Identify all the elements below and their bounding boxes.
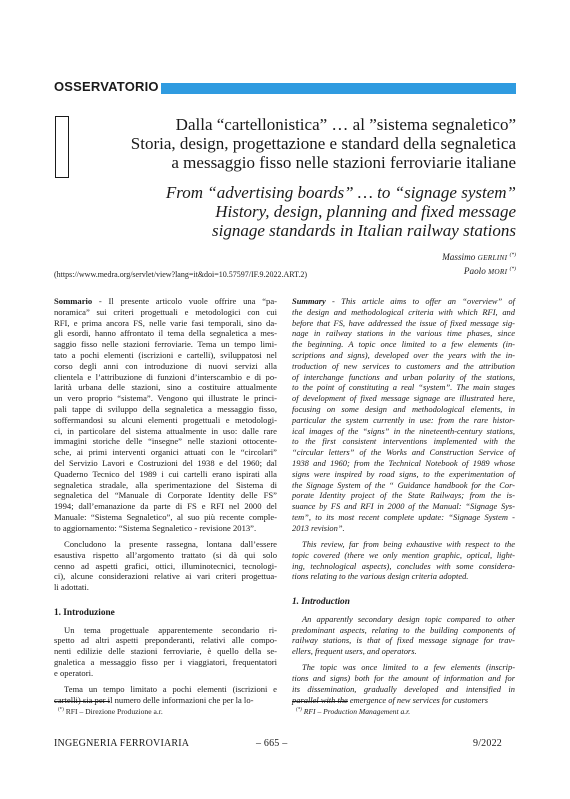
text-line: “circular letters” of the Works and Construction Service of (292, 447, 515, 458)
text-line: railway stations, is that of fixed message signage for trav- (292, 635, 515, 646)
paragraph (54, 684, 277, 706)
footnote-text: RFI – Production Management a.r. (301, 707, 411, 716)
author (442, 264, 516, 278)
footnote (296, 707, 410, 716)
text-line: RFI, e prima ancora FS, nelle varie fasi temporali, sino da- (54, 317, 277, 328)
text-line: of interchange functions and urban polarity of the stations, (292, 371, 515, 382)
text-line: the beginning. A topic once limited to a few elements (in- (292, 339, 515, 350)
footnote-mark: (*) (58, 707, 64, 713)
text-line: ci, in particolare del sistema attualmente in uso: dalle rare (54, 425, 277, 436)
footnote-mark: (*) (296, 707, 302, 713)
paragraph (54, 539, 277, 593)
title-italian-line: a messaggio fisso nelle stazioni ferroviarie italiane (171, 153, 516, 172)
section-color-bar (161, 83, 516, 94)
footer-issue: 9/2022 (473, 738, 502, 749)
author-first-name: Paolo (463, 265, 486, 276)
author-note-mark: (*) (509, 265, 516, 272)
right-column-english (292, 296, 515, 706)
text-line: The topic was once limited to a few elements (inscrip- (302, 662, 515, 673)
author (442, 250, 516, 264)
text-line: li adottati. (54, 582, 89, 593)
author-note-mark: (*) (509, 252, 516, 258)
text-line: clientela e l’attribuzione di funzioni d’interscambio e di po- (54, 371, 277, 382)
footnote-rule (292, 701, 348, 702)
text-line: 1938 and 1960; from the Technical Notebook of 1989 whose (292, 457, 515, 468)
summary-label: Summary (292, 296, 326, 306)
footnote-rule (54, 701, 110, 702)
text-line: the Signage System of the “ Guidance handbook for the Cor- (292, 479, 515, 490)
text-line: Manuale: “Sistema Segnaletico”, al suo più recente comple- (54, 511, 277, 522)
text-line: larità urbana delle stazioni, sino a costituire attualmente (54, 382, 277, 393)
title-english-line: History, design, planning and fixed message (215, 202, 516, 221)
text-line: ing, technological aspects), concludes with some considera- (292, 560, 515, 571)
text-line: immagini storiche delle “insegne” nelle stazioni ottocente- (54, 436, 277, 447)
text-line: del Servizio Lavori e Costruzioni del 1938 e del 1960; dal (54, 457, 277, 468)
text-line: noramica” sui criteri progettuali e metodologici con cui (54, 306, 277, 317)
text-line: to the point of constituting a real “system”. The main stages (292, 382, 515, 393)
text-line: nenti edilizie delle stazioni ferroviarie, è quello della se- (54, 646, 277, 657)
text-line: saggio fisso nelle stazioni ferroviarie. Tema un tempo limi- (54, 339, 277, 350)
text-line: 2013 revision”. (292, 522, 345, 533)
section-header (54, 80, 516, 95)
text-line: porate Identity project of the State Railways; from the is- (292, 490, 515, 501)
text-line: esaustiva rispetto all’argomento trattato (si dà qui solo (54, 549, 277, 560)
text-line: An apparently secondary design topic compared to other (302, 613, 515, 624)
text-line: tions relating to the various design criteria adopted. (292, 571, 469, 582)
summary-paragraph (292, 307, 515, 534)
text-line: 1994; dall’emanazione da parte di FS e RFI nel 2000 del (54, 501, 277, 512)
text-line: soffermandosi su alcuni elementi progettuali e metodologi- (54, 414, 277, 425)
title-accent-box (55, 116, 69, 178)
text-line: ci), alcune considerazioni relative ai vari criteri progettua- (54, 571, 277, 582)
text-line: gli esordi, hanno affrontato il tema della segnaletica a mes- (54, 328, 277, 339)
text-line: of development of fixed message signage are illustrated here, (292, 393, 515, 404)
summary-paragraph (54, 307, 277, 534)
text-line: ical images of the “signs” in the nineteenth-century stations, (292, 425, 515, 436)
text-line: suance by FS and RFI in 2000 of the Manual: “Signage Sys- (292, 501, 515, 512)
title-italian-line: Storia, design, progettazione e standard della segnaletica (130, 134, 516, 153)
left-column-italian (54, 296, 277, 706)
text-line: tem”, to its most recent complete update: “Signage System - (292, 511, 515, 522)
text-line: to aggiornamento: “Sistema Segnaletico - revisione 2013”. (54, 522, 257, 533)
text-line: Sommario - Il presente articolo vuole offrire una “pa- (54, 296, 277, 306)
text-line: its dissemination, gradually developed and intensified in (292, 684, 515, 694)
text-line: scriptions and signs), developed over the years with the in- (292, 349, 515, 360)
text-line: troduction of new services to customers and the attribution (292, 360, 515, 371)
footer-page-number: – 665 – (256, 738, 288, 749)
text-line: topic covered (there we only mention graphic, optical, light- (292, 549, 515, 560)
text-line: tions and signs) both for the amount of information and for (292, 673, 515, 684)
section-heading: 1. Introduction (292, 597, 350, 608)
text-line: signs were inspired by road signs, to the experimentation of (292, 468, 515, 479)
text-line: Quaderno Tecnico del 1989 i cui cartelli erano ispirati alla (54, 468, 277, 479)
text-line: un vero proprio “sistema”. Vengono qui illustrate le princi- (54, 393, 277, 404)
paragraph (54, 625, 277, 679)
text-line: corso degli anni con introduzione di nuovi servizi alla (54, 360, 277, 371)
title-italian-line: Dalla “cartellonistica” … al ”sistema segnaletico” (175, 115, 516, 134)
section-heading: 1. Introduzione (54, 608, 115, 619)
summary-label: Sommario (54, 296, 93, 306)
author-last-name: MORI (488, 267, 508, 276)
section-label: OSSERVATORIO (54, 79, 159, 94)
footer-journal: INGEGNERIA FERROVIARIA (54, 738, 190, 749)
text-line: particular the system currently in use: from the rare histor- (292, 414, 515, 425)
footnote (58, 707, 163, 716)
title-english (100, 183, 516, 240)
text-line: ellers, frequent users, and operators. (292, 646, 417, 657)
paragraph (292, 614, 515, 657)
text-line: before that FS, have addressed the issue of fixed message sig- (292, 317, 515, 328)
author-last-name: GERLINI (477, 254, 508, 263)
text-line: pali tappe di sviluppo della segnaletica a messaggio fisso, (54, 403, 277, 414)
text-line: spetto ad altri aspetti preponderanti, relativi alle compo- (54, 635, 277, 646)
text-line: Concludono la presente rassegna, lontana dall’essere (64, 539, 277, 550)
text-line: tato a pochi elementi (iscrizioni e cartelli), sviluppatosi nel (54, 349, 277, 360)
authors (442, 250, 516, 277)
text-line: Un tema progettuale apparentemente secondario ri- (64, 624, 277, 635)
author-first-name: Massimo (442, 252, 476, 263)
text-line: e operatori. (54, 667, 94, 678)
text-line: cartelli) sia per il numero delle informazioni che per la lo- (54, 694, 254, 705)
text-line: nage in railway stations in the various time phases, since (292, 328, 515, 339)
text-line: This review, far from being exhaustive with respect to the (302, 539, 515, 550)
text-line: cenno ad aspetti grafici, ottici, illuminotecnici, tecnologi- (54, 560, 277, 571)
paragraph (292, 662, 515, 705)
footnote-text: RFI – Direzione Produzione a.r. (63, 707, 163, 716)
text-line: parallel with the emergence of new services for customers (292, 694, 489, 705)
text-line: sche, ai primi interventi organici attuati con le “circolari” (54, 447, 277, 458)
doi-link[interactable]: (https://www.medra.org/servlet/view?lang=it&doi=10.57597/IF.9.2022.ART.2) (54, 270, 308, 279)
text-line: segnaletica del “Manuale di Corporate Identity delle FS” (54, 490, 277, 501)
text-line: segnaletica stradale, alla sperimentazione del Sistema di (54, 479, 277, 490)
paragraph (292, 539, 515, 582)
title-english-line: From “advertising boards” … to “signage system” (165, 183, 516, 202)
text-line: focusing on some design and methodological elements, in (292, 403, 515, 414)
text-line: the design and methodological criteria with which RFI, and (292, 306, 515, 317)
text-line: to the first consistent interventions implemented with the (292, 436, 515, 447)
title-italian (100, 115, 516, 172)
text-line: Tema un tempo limitato a pochi elementi (iscrizioni e (64, 684, 277, 694)
title-english-line: signage standards in Italian railway stations (212, 221, 516, 240)
text-line: predominant aspects, relating to the building components of (292, 624, 515, 635)
text-line: Summary - This article aims to offer an “overview” of (292, 296, 515, 306)
text-line: gnaletica a messaggio fisso per i viaggiatori, frequentatori (54, 656, 277, 667)
